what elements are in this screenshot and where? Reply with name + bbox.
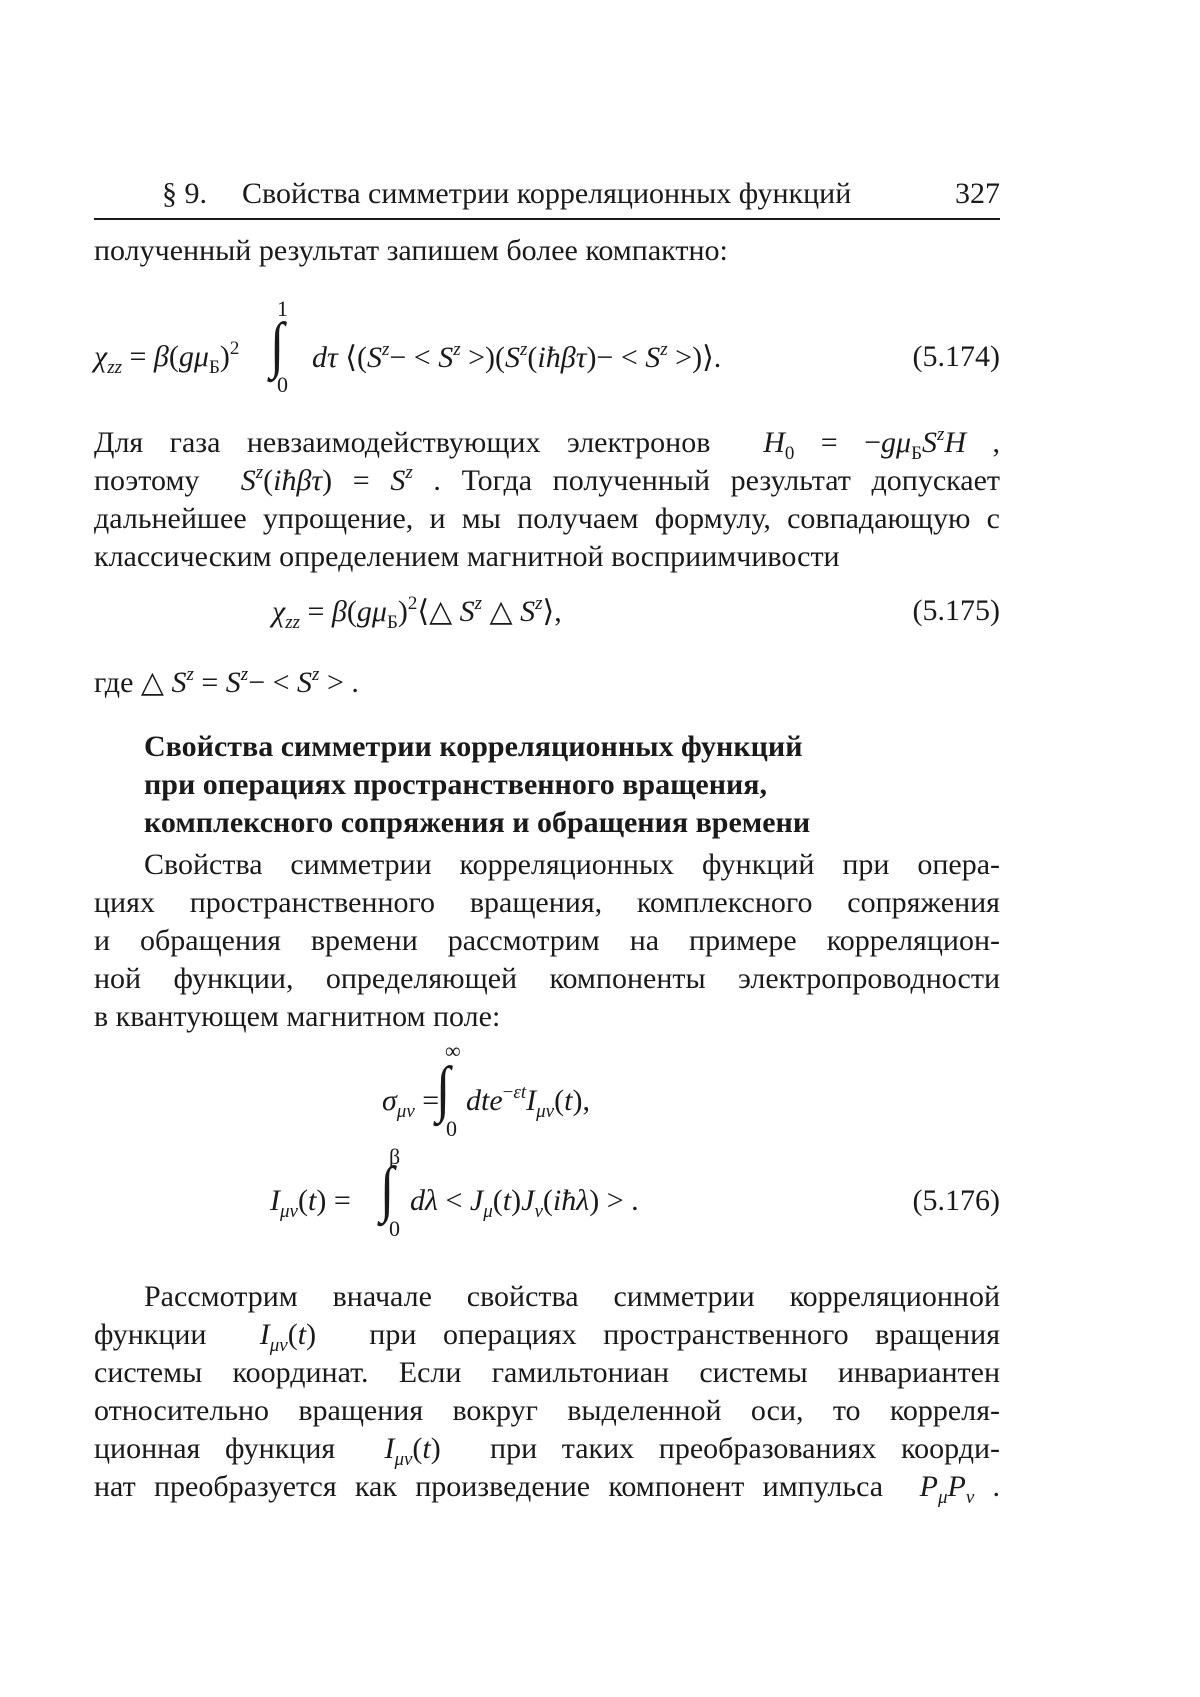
integral-lower-limit: 0 [446, 1116, 457, 1141]
integral-lower-limit: 0 [389, 1216, 400, 1241]
equation-5-175: $\chi_{zz}$ = $\beta(g\mu_Б)^2⟨\triangle$ $S^z$ △ $S^z⟩$, (5.175) [272, 593, 1000, 633]
running-title: Свойства симметрии корреляционных функций [242, 177, 852, 210]
integral-upper-limit: 1 [277, 296, 288, 321]
equation-5-176: $\sigma_{\mu\nu}$ = ∞ ∫ 0 $dte^{-\varepsilon t}I_{\mu\nu}(t)$, $I_{\mu\nu}(t)$ = β ∫ 0 $d\lambda < J_\mu(t)J_\nu(iħ\lambda)$ > . (5.176) [270, 1038, 1000, 1241]
equation-number: (5.174) [912, 340, 1000, 373]
page-number: 327 [955, 177, 1000, 210]
equation-number: (5.176) [912, 1184, 1000, 1217]
section-heading: Свойства симметрии корреляционных функций при операциях пространственного вращения, комплексного сопряжения и обращения времени [144, 730, 811, 839]
paragraph-intro: полученный результат запишем более компактно: [94, 234, 728, 267]
paragraph-delta-definition: где △ $S^z = S^z- < S^z$ > . [94, 664, 359, 699]
integral-upper-limit: β [389, 1144, 401, 1169]
integral-lower-limit: 0 [277, 372, 288, 397]
equation-5-174: $\chi_{zz} = \beta(g\mu_Б)^2$ 1 ∫ 0 dτ $⟨(S^z- < S^z$ $>)(S^z(iħ\beta\tau)- < S^z$ >)⟩. (5.174) [94, 296, 1000, 397]
section-number: § 9. [162, 177, 207, 210]
equation-number: (5.175) [912, 594, 1000, 627]
integral-upper-limit: ∞ [445, 1038, 461, 1063]
paragraph-symmetry-intro: Свойства симметрии корреляционных функций при опера- циях пространственного вращения, комплексного сопряжения и обращения времени рассмотрим на примере корреляцион- ной функции, определяющей компоненты электропроводности в квантующем магнитном поле: [94, 848, 1000, 1033]
running-head [94, 174, 1000, 220]
paragraph-free-electrons: Для газа невзаимодействующих электронов $H_0 = -g\mu_БS^zH$ , поэтому $S^z(iħ\beta\tau) = S^z$ . Тогда полученный результат допускает дальнейшее упрощение, и мы получаем формулу, совпадающую с классическим определением магнитной восприимчивости [94, 424, 1001, 573]
paragraph-rotation: Рассмотрим вначале свойства симметрии корреляционной функции $I_{\mu\nu}(t)$ при операциях пространственного вращения системы координат. Если гамильтониан системы инвариантен относительно вращения вокруг выделенной оси, то корреля- ционная функция $I_{\mu\nu}(t)$ при таких преобразованиях коорди- нат преобразуется как произведение компонент импульса $P_\mu P_\nu$ . [94, 1280, 1001, 1508]
